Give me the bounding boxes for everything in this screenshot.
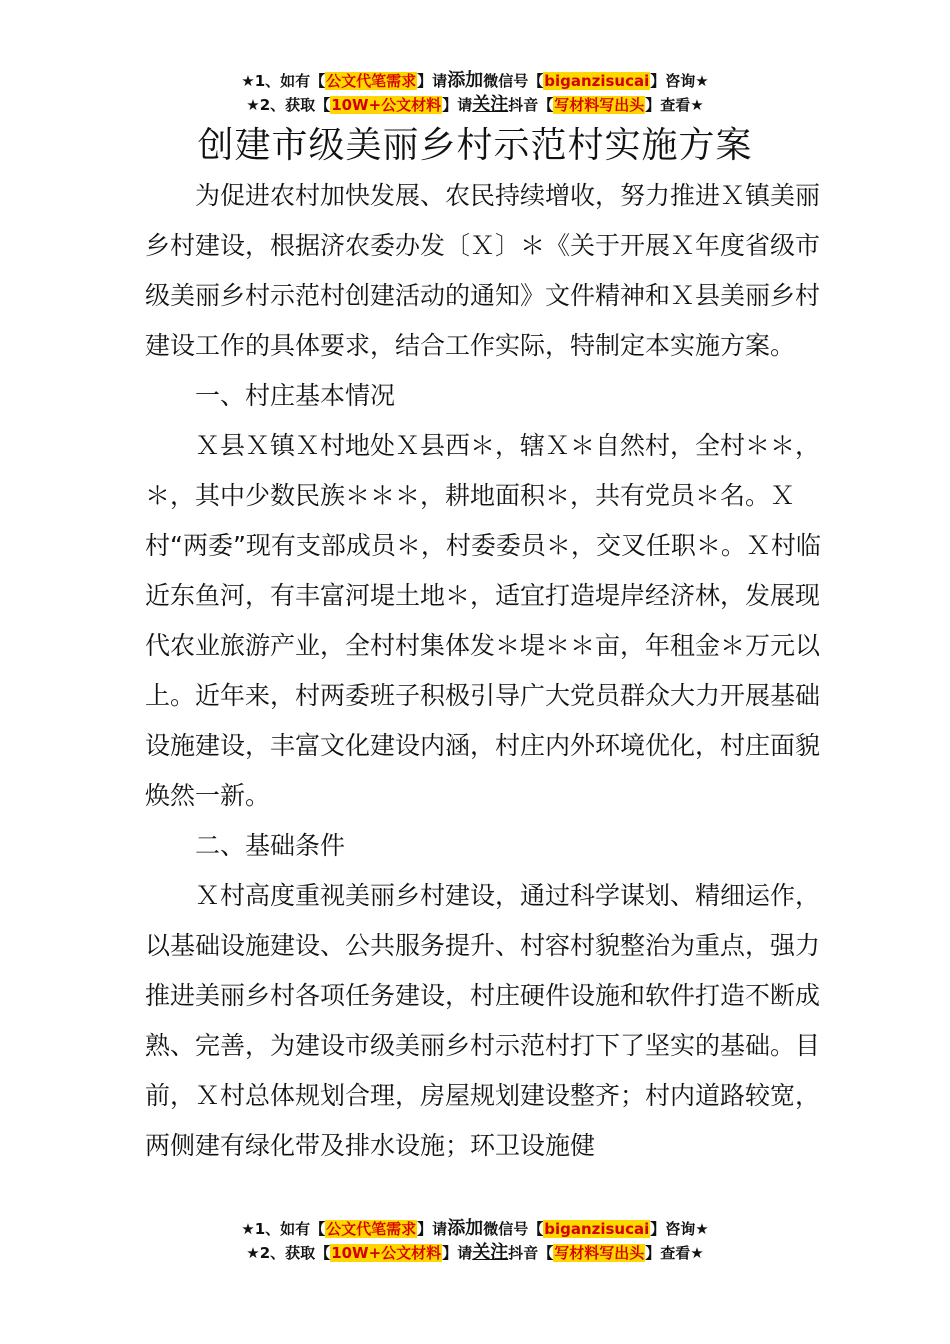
promo-line-1 — [0, 1217, 950, 1241]
promo-text: 】请 — [442, 96, 473, 114]
promo-text: 】咨询★ — [650, 1220, 709, 1238]
promo-text: 】请 — [417, 72, 448, 90]
promo-banner-top — [0, 69, 950, 117]
promo-text: 】请 — [442, 1244, 473, 1262]
section-heading: 二、基础条件 — [195, 831, 346, 860]
promo-text: 】查看★ — [645, 1244, 704, 1262]
promo-text: 抖音【 — [508, 96, 554, 114]
section-heading: 一、村庄基本情况 — [195, 381, 396, 410]
promo-text: ★2、获取【 — [246, 1244, 331, 1262]
promo-line-2 — [0, 93, 950, 117]
document-body — [145, 171, 825, 1171]
promo-emphasis: 关注 — [472, 94, 509, 115]
body-paragraph: Ｘ村高度重视美丽乡村建设，通过科学谋划、精细运作，以基础设施建设、公共服务提升、村容村貌整治为重点，强力推进美丽乡村各项任务建设，村庄硬件设施和软件打造不断成熟、完善，为建设市级美丽乡村示范村打下了坚实的基础。目前，Ｘ村总体规划合理，房屋规划建设整齐；村内道路较宽，两侧建有绿化带及排水设施；环卫设施健 — [145, 881, 821, 1160]
promo-emphasis: 关注 — [472, 1242, 509, 1263]
promo-highlight: 10W+公文材料 — [331, 96, 442, 114]
promo-emphasis: 添加 — [447, 70, 484, 91]
body-paragraph: Ｘ县Ｘ镇Ｘ村地处Ｘ县西＊，辖Ｘ＊自然村，全村＊＊，＊，其中少数民族＊＊＊，耕地面积＊，共有党员＊名。Ｘ村“两委”现有支部成员＊，村委委员＊，交叉任职＊。Ｘ村临近东鱼河，有丰富河堤土地＊，适宜打造堤岸经济林，发展现代农业旅游产业，全村村集体发＊堤＊＊亩，年租金＊万元以上。近年来，村两委班子积极引导广大党员群众大力开展基础设施建设，丰富文化建设内涵，村庄内外环境优化，村庄面貌焕然一新。 — [145, 431, 821, 810]
promo-text: ★1、如有【 — [241, 1220, 326, 1238]
promo-text: 微信号【 — [483, 1220, 544, 1238]
promo-text: 微信号【 — [483, 72, 544, 90]
promo-highlight: biganzisucai — [544, 72, 650, 90]
document-title: 创建市级美丽乡村示范村实施方案 — [197, 125, 753, 166]
promo-text: 】咨询★ — [650, 72, 709, 90]
promo-highlight: 10W+公文材料 — [331, 1244, 442, 1262]
promo-highlight: 写材料写出头 — [554, 1244, 645, 1262]
promo-line-1 — [0, 69, 950, 93]
promo-highlight: 写材料写出头 — [554, 96, 645, 114]
promo-banner-bottom — [0, 1217, 950, 1265]
promo-text: ★1、如有【 — [241, 72, 326, 90]
promo-highlight: biganzisucai — [544, 1220, 650, 1238]
promo-emphasis: 添加 — [447, 1218, 484, 1239]
promo-text: 抖音【 — [508, 1244, 554, 1262]
promo-highlight: 公文代笔需求 — [326, 72, 417, 90]
intro-paragraph: 为促进农村加快发展、农民持续增收，努力推进Ｘ镇美丽乡村建设，根据济农委办发〔Ｘ〕＊《关于开展Ｘ年度省级市级美丽乡村示范村创建活动的通知》文件精神和Ｘ县美丽乡村建设工作的具体要求，结合工作实际，特制定本实施方案。 — [145, 181, 821, 360]
promo-text: 】请 — [417, 1220, 448, 1238]
promo-highlight: 公文代笔需求 — [326, 1220, 417, 1238]
promo-text: 】查看★ — [645, 96, 704, 114]
promo-text: ★2、获取【 — [246, 96, 331, 114]
promo-line-2 — [0, 1241, 950, 1265]
